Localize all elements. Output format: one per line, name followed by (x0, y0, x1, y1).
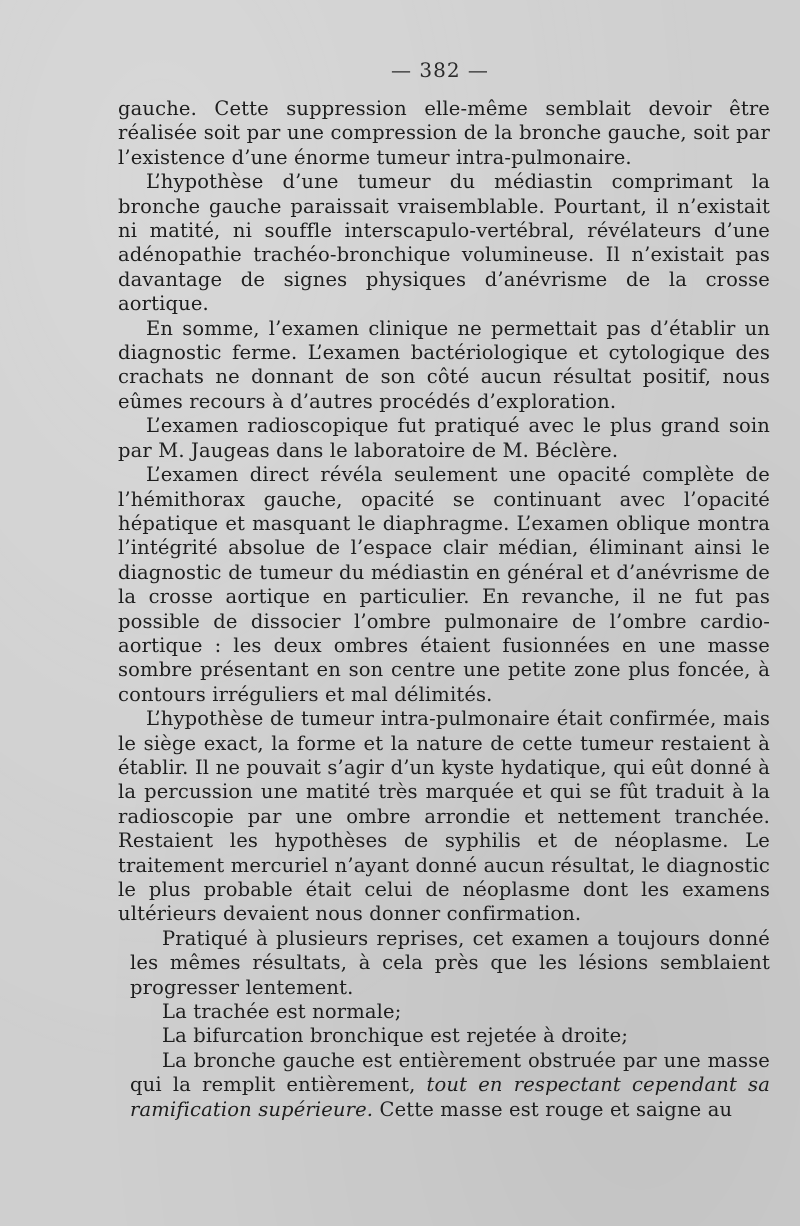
paragraph-bronche-gauche (130, 1049, 770, 1122)
paragraph-examens-repetes: Pratiqué à plusieurs reprises, cet examen a toujours donné les mêmes résultats, à cela près que les lésions semblaient progresser lentement. (130, 926, 770, 999)
page-number: — 382 — (391, 58, 489, 82)
paragraph-bifurcation: La bifurcation bronchique est rejetée à droite; (162, 1024, 629, 1048)
paragraph-continuation: gauche. Cette suppression elle-même semblait devoir être réalisée soit par une compression de la bronche gauche, soit par l’existence d’une énorme tumeur intra-pulmonaire. (118, 97, 770, 169)
paragraph-examen-direct: L’examen direct révéla seulement une opacité complète de l’hémithorax gauche, opacité se continuant avec l’opacité hépatique et masquant le diaphragme. L’examen oblique montra l’intégrité absolue de l’espace clair médian, éliminant ainsi le diagnostic de tumeur du médiastin en général et d’anévrisme de la crosse aortique en particulier. En revanche, il ne fut pas possible de dissocier l’ombre pulmonaire de l’ombre cardio-aortique : les deux ombres étaient fusionnées en une masse sombre présentant en son centre une petite zone plus foncée, à contours irréguliers et mal délimités. (118, 463, 770, 706)
paragraph-examen-radioscopique: L’examen radioscopique fut pratiqué avec le plus grand soin par M. Jaugeas dans le laboratoire de M. Béclère. (118, 414, 770, 462)
italic-phrase: tout en respectant cependant sa ramification supérieure. (130, 1073, 770, 1121)
paragraph-tumeur-intra-pulmonaire: L’hypothèse de tumeur intra-pulmonaire était confirmée, mais le siège exact, la forme et la nature de cette tumeur restaient à établir. Il ne pouvait s’agir d’un kyste hydatique, qui eût donné à la percussion une matité très marquée et qui se fût traduit à la radioscopie par une ombre arrondie et nettement tranchée. Restaient les hypothèses de syphilis et de néoplasme. Le traitement mercuriel n’ayant donné aucun résultat, le diagnostic le plus probable était celui de néoplasme dont les examens ultérieurs devaient nous donner confirmation. (118, 707, 770, 926)
paragraph-trachee: La trachée est normale; (162, 1000, 402, 1024)
text-before-italic: La bronche gauche est entièrement obstruée par une masse qui la remplit entièrement, (130, 1048, 770, 1097)
paragraph-examen-clinique: En somme, l’examen clinique ne permettait pas d’établir un diagnostic ferme. L’examen bactériologique et cytologique des crachats ne donnant de son côté aucun résultat positif, nous eûmes recours à d’autres procédés d’exploration. (118, 316, 770, 413)
body-text (118, 97, 770, 1122)
paragraph-hypothese-mediastin: L’hypothèse d’une tumeur du médiastin comprimant la bronche gauche paraissait vraisemblable. Pourtant, il n’existait ni matité, ni souffle interscapulo-vertébral, révélateurs d’une adénopathie trachéo-bronchique volumineuse. Il n’existait pas davantage de signes physiques d’anévrisme de la crosse aortique. (118, 170, 770, 316)
text-after-italic: Cette masse est rouge et saigne au (373, 1097, 733, 1121)
